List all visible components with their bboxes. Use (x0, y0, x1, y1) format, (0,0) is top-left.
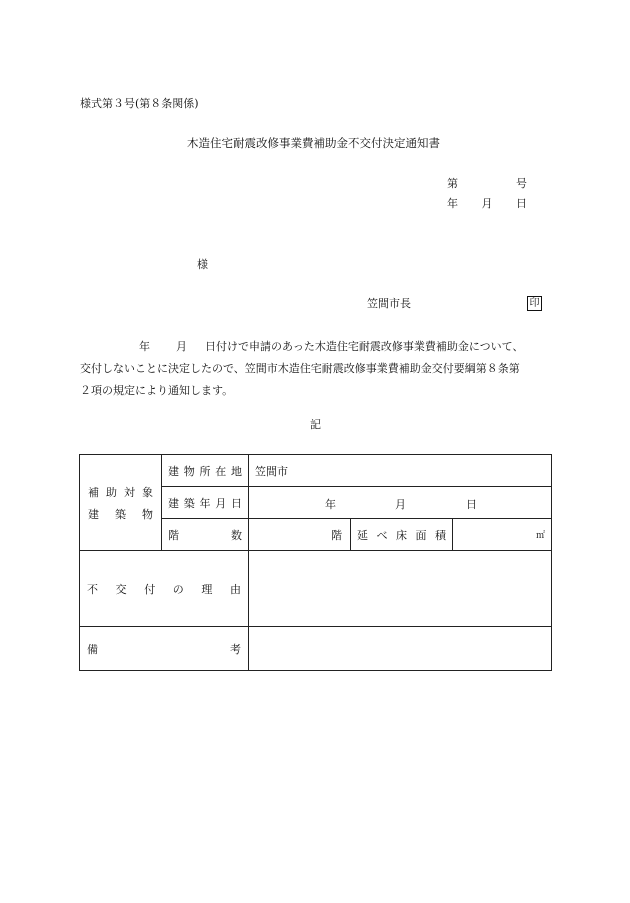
ki-heading: 記 (310, 418, 321, 431)
remarks-value[interactable] (249, 627, 552, 671)
page-title: 木造住宅耐震改修事業費補助金不交付決定通知書 (187, 136, 440, 150)
document-number (447, 178, 527, 189)
row-remarks (80, 627, 552, 671)
built-date-value[interactable] (249, 487, 552, 519)
floor-area-value[interactable]: ㎡ (453, 519, 552, 551)
notice-body (80, 336, 552, 402)
built-year-unit: 年 (325, 497, 336, 511)
built-day-unit: 日 (466, 497, 477, 511)
row-reason (80, 551, 552, 627)
body-month: 月 (176, 340, 187, 353)
issue-date-month: 月 (481, 197, 493, 210)
subject-building-label (80, 455, 162, 551)
issue-date-day: 日 (516, 197, 527, 210)
reason-value[interactable] (249, 551, 552, 627)
issuer-name: 笠間市長 (367, 297, 411, 310)
notice-body-line-3: ２項の規定により通知します。 (80, 384, 234, 397)
notice-body-line-1 (80, 336, 552, 358)
subject-label-line-1: 補 助 対 象 (88, 485, 153, 499)
floors-label: 階 数 (162, 519, 249, 551)
issue-date (447, 198, 527, 209)
body-year: 年 (139, 340, 150, 353)
location-label: 建 物 所 在 地 (162, 455, 249, 487)
official-seal-mark: 印 (527, 296, 542, 311)
body-line-1-rest: 日付けで申請のあった木造住宅耐震改修事業費補助金について、 (205, 340, 524, 353)
built-month-unit: 月 (395, 497, 406, 511)
floor-area-label: 延 べ 床 面 積 (351, 519, 453, 551)
remarks-label: 備 考 (80, 627, 249, 671)
floors-value[interactable]: 階 (249, 519, 351, 551)
issue-date-year: 年 (447, 197, 458, 210)
notice-body-line-2: 交付しないことに決定したので、笠間市木造住宅耐震改修事業費補助金交付要綱第８条第 (80, 362, 520, 375)
subject-label-line-2: 建 築 物 (88, 507, 153, 521)
doc-number-suffix: 号 (516, 177, 527, 190)
details-table (79, 454, 552, 671)
reason-label: 不 交 付 の 理 由 (80, 551, 249, 627)
built-date-label: 建 築 年 月 日 (162, 487, 249, 519)
addressee-suffix: 様 (197, 258, 208, 271)
row-location (80, 455, 552, 487)
location-value[interactable]: 笠間市 (249, 455, 552, 487)
form-label: 様式第３号(第８条関係) (80, 97, 199, 110)
doc-number-prefix: 第 (447, 177, 458, 190)
